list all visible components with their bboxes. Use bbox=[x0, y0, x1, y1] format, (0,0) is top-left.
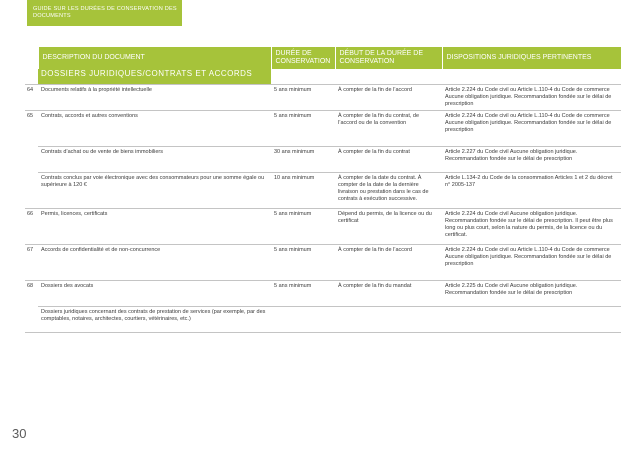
header-duree: DURÉE DE CONSERVATION bbox=[271, 47, 335, 69]
row-debut: Dépend du permis, de la licence ou du certificat bbox=[335, 209, 442, 245]
header-debut: DÉBUT DE LA DURÉE DE CONSERVATION bbox=[335, 47, 442, 69]
row-description: Contrats conclus par voie électronique avec des consommateurs pour une somme égale ou supérieure à 120 € bbox=[38, 173, 271, 209]
row-dispositions: Article 2.224 du Code civil ou Article L.110-4 du Code de commerce Aucune obligation juridique. Recommandation fondée sur le délai de prescription bbox=[442, 111, 621, 147]
row-debut: À compter de la fin du contrat, de l’accord ou de la convention bbox=[335, 111, 442, 147]
row-description: Documents relatifs à la propriété intellectuelle bbox=[38, 85, 271, 111]
row-dispositions: Article 2.224 du Code civil ou Article L.110-4 du Code de commerce Aucune obligation juridique. Recommandation fondée sur le délai de prescription bbox=[442, 245, 621, 281]
row-number: 64 bbox=[25, 85, 38, 111]
row-duree: 5 ans minimum bbox=[271, 245, 335, 281]
header-num-cell bbox=[25, 47, 38, 69]
row-duree: 5 ans minimum bbox=[271, 111, 335, 147]
row-number bbox=[25, 307, 38, 333]
table-row bbox=[25, 111, 621, 147]
row-duree: 30 ans minimum bbox=[271, 147, 335, 173]
guide-title: GUIDE SUR LES DURÉES DE CONSERVATION DES DOCUMENTS bbox=[33, 6, 177, 19]
row-dispositions: Article 2.225 du Code civil Aucune obligation juridique. Recommandation fondée sur le délai de prescription bbox=[442, 281, 621, 307]
row-description: Contrats d’achat ou de vente de biens immobiliers bbox=[38, 147, 271, 173]
table-row bbox=[25, 307, 621, 333]
table-row bbox=[25, 245, 621, 281]
table-row bbox=[25, 147, 621, 173]
page-number: 30 bbox=[12, 426, 27, 441]
row-dispositions: Article L.134-2 du Code de la consommation Articles 1 et 2 du décret n° 2005-137 bbox=[442, 173, 621, 209]
row-number bbox=[25, 147, 38, 173]
row-duree: 5 ans minimum bbox=[271, 209, 335, 245]
table-row bbox=[25, 209, 621, 245]
row-duree: 5 ans minimum bbox=[271, 85, 335, 111]
row-number bbox=[25, 173, 38, 209]
header-description: DESCRIPTION DU DOCUMENT bbox=[38, 47, 271, 69]
table-row bbox=[25, 173, 621, 209]
row-duree: 10 ans minimum bbox=[271, 173, 335, 209]
row-description: Permis, licences, certificats bbox=[38, 209, 271, 245]
row-duree: 5 ans minimum bbox=[271, 281, 335, 307]
retention-table bbox=[25, 47, 621, 333]
row-number: 67 bbox=[25, 245, 38, 281]
row-debut: À compter de la fin de l’accord bbox=[335, 85, 442, 111]
table-header-row bbox=[25, 47, 621, 69]
header-dispositions: DISPOSITIONS JURIDIQUES PERTINENTES bbox=[442, 47, 621, 69]
row-debut: À compter de la fin du mandat bbox=[335, 281, 442, 307]
row-dispositions bbox=[442, 307, 621, 333]
row-dispositions: Article 2.224 du Code civil ou Article L.110-4 du Code de commerce Aucune obligation juridique. Recommandation fondée sur le délai de prescription bbox=[442, 85, 621, 111]
row-number: 65 bbox=[27, 113, 34, 120]
row-dispositions: Article 2.224 du Code civil Aucune obligation juridique. Recommandation fondée sur le délai de prescription. Il peut être plus long ou plus court, selon la nature du permis, de la licence ou du certificat. bbox=[442, 209, 621, 245]
guide-title-tab bbox=[27, 0, 182, 26]
table-row bbox=[25, 85, 621, 111]
row-number: 68 bbox=[27, 283, 34, 290]
row-dispositions: Article 2.227 du Code civil Aucune obligation juridique. Recommandation fondée sur le délai de prescription bbox=[442, 147, 621, 173]
row-debut: À compter de la date du contrat. À compter de la date de la dernière livraison ou prestation dans le cas de contrats à exécution successive. bbox=[335, 173, 442, 209]
section-title: DOSSIERS JURIDIQUES/CONTRATS ET ACCORDS bbox=[38, 69, 271, 85]
row-description: Accords de confidentialité et de non-concurrence bbox=[38, 245, 271, 281]
row-duree bbox=[271, 307, 335, 333]
table-row bbox=[25, 281, 621, 307]
row-number: 66 bbox=[25, 209, 38, 245]
row-description: Dossiers juridiques concernant des contrats de prestation de services (par exemple, par des comptables, notaires, architectes, courtiers, vétérinaires, etc.) bbox=[38, 307, 271, 333]
section-row bbox=[25, 69, 621, 85]
row-debut: À compter de la fin du contrat bbox=[335, 147, 442, 173]
row-description: Dossiers des avocats bbox=[38, 281, 271, 307]
row-description: Contrats, accords et autres conventions bbox=[38, 111, 271, 147]
row-debut: À compter de la fin de l’accord bbox=[335, 245, 442, 281]
row-debut bbox=[335, 307, 442, 333]
